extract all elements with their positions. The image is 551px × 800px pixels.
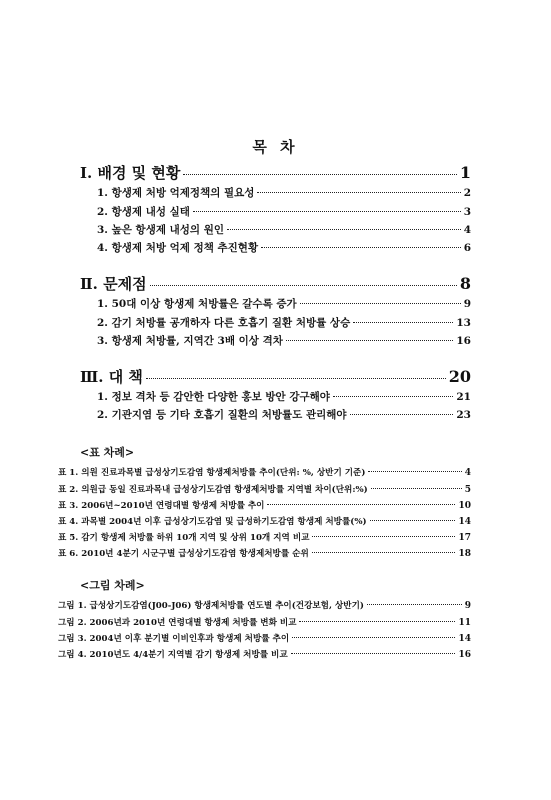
table-title: 표 1. 의원 진료과목별 급성상기도감염 항생제처방률 추이(단위: %, 상반기 기준) xyxy=(58,468,366,478)
figure-title: 그림 1. 급성상기도감염(J00-J06) 항생제처방률 연도별 추이(건강보험, 상반기) xyxy=(58,601,364,611)
section-page: 3 xyxy=(463,206,471,218)
figure-page: 16 xyxy=(458,650,471,660)
section-title: 3. 항생제 처방률, 지역간 3배 이상 격차 xyxy=(97,335,283,347)
section-page: 4 xyxy=(463,224,471,236)
dot-leader xyxy=(299,621,455,622)
section-page: 23 xyxy=(456,409,471,421)
table-title: 표 6. 2010년 4분기 시군구별 급성상기도감염 항생제처방률 순위 xyxy=(58,549,309,559)
table-entry[interactable] xyxy=(58,531,471,543)
dot-leader xyxy=(286,340,454,341)
toc-section[interactable] xyxy=(97,407,471,422)
section-page: 6 xyxy=(463,242,471,254)
dot-leader xyxy=(333,396,453,397)
table-entry[interactable] xyxy=(58,547,471,559)
toc-chapter-1[interactable] xyxy=(80,162,471,183)
section-title: 2. 감기 처방률 공개하자 다른 호흡기 질환 처방률 상승 xyxy=(97,317,351,329)
section-title: 2. 항생제 내성 실태 xyxy=(97,206,190,218)
table-page: 4 xyxy=(464,468,471,478)
dot-leader xyxy=(150,285,457,286)
table-entry[interactable] xyxy=(58,499,471,511)
toc-section[interactable] xyxy=(97,296,471,311)
section-title: 1. 정보 격차 등 감안한 다양한 홍보 방안 강구해야 xyxy=(97,391,330,403)
section-page: 9 xyxy=(463,298,471,310)
dot-leader xyxy=(261,247,461,248)
toc-section[interactable] xyxy=(97,315,471,330)
tables-heading: <표 차례> xyxy=(80,446,135,459)
figure-title: 그림 4. 2010년도 4/4분기 지역별 감기 항생제 처방률 비교 xyxy=(58,650,288,660)
section-title: 2. 기관지염 등 기타 호흡기 질환의 처방률도 관리해야 xyxy=(97,409,347,421)
chapter-page: 20 xyxy=(448,367,471,386)
toc-section[interactable] xyxy=(97,222,471,237)
chapter-page: 8 xyxy=(459,274,471,293)
toc-section[interactable] xyxy=(97,185,471,200)
dot-leader xyxy=(370,520,456,521)
dot-leader xyxy=(353,322,453,323)
dot-leader xyxy=(368,471,461,472)
section-page: 2 xyxy=(463,187,471,199)
section-page: 13 xyxy=(456,317,471,329)
table-page: 5 xyxy=(464,485,471,495)
table-page: 17 xyxy=(458,533,471,543)
dot-leader xyxy=(300,303,461,304)
toc-title: 목 차 xyxy=(252,138,299,156)
table-page: 18 xyxy=(458,549,471,559)
section-title: 1. 항생제 처방 억제정책의 필요성 xyxy=(97,187,255,199)
figures-heading: <그림 차례> xyxy=(80,579,145,592)
toc-chapter-3[interactable] xyxy=(80,366,471,387)
figure-entry[interactable] xyxy=(58,648,471,660)
figure-title: 그림 3. 2004년 이후 분기별 이비인후과 항생제 처방률 추이 xyxy=(58,634,290,644)
table-page: 14 xyxy=(458,517,471,527)
toc-section[interactable] xyxy=(97,389,471,404)
dot-leader xyxy=(371,488,462,489)
figure-entry[interactable] xyxy=(58,599,471,611)
dot-leader xyxy=(291,653,456,654)
toc-section[interactable] xyxy=(97,204,471,219)
dot-leader xyxy=(350,414,454,415)
dot-leader xyxy=(227,229,461,230)
figure-entry[interactable] xyxy=(58,632,471,644)
toc-section[interactable] xyxy=(97,333,471,348)
chapter-page: 1 xyxy=(459,163,471,182)
section-title: 3. 높은 항생제 내성의 원인 xyxy=(97,224,225,236)
dot-leader xyxy=(312,552,456,553)
table-title: 표 3. 2006년~2010년 연령대별 항생제 처방률 추이 xyxy=(58,501,265,511)
chapter-title: Ⅲ. 대 책 xyxy=(80,368,143,386)
dot-leader xyxy=(267,504,455,505)
toc-chapter-2[interactable] xyxy=(80,273,471,294)
dot-leader xyxy=(292,637,455,638)
chapter-title: Ⅱ. 문제점 xyxy=(80,275,147,293)
toc-section[interactable] xyxy=(97,240,471,255)
dot-leader xyxy=(183,174,457,175)
dot-leader xyxy=(312,536,455,537)
section-page: 16 xyxy=(456,335,471,347)
table-entry[interactable] xyxy=(58,466,471,478)
table-page: 10 xyxy=(458,501,471,511)
figure-entry[interactable] xyxy=(58,616,471,628)
dot-leader xyxy=(193,211,461,212)
section-title: 1. 50대 이상 항생제 처방률은 갈수록 증가 xyxy=(97,298,297,310)
figure-title: 그림 2. 2006년과 2010년 연령대별 항생제 처방률 변화 비교 xyxy=(58,618,297,628)
table-entry[interactable] xyxy=(58,515,471,527)
figure-page: 11 xyxy=(458,618,471,628)
table-entry[interactable] xyxy=(58,483,471,495)
table-title: 표 2. 의원급 동일 진료과목내 급성상기도감염 항생제처방률 지역별 차이(단위:%) xyxy=(58,485,368,495)
dot-leader xyxy=(146,378,446,379)
chapter-title: Ⅰ. 배경 및 현황 xyxy=(80,164,181,182)
figure-page: 14 xyxy=(458,634,471,644)
figure-page: 9 xyxy=(464,601,471,611)
section-title: 4. 항생제 처방 억제 정책 추진현황 xyxy=(97,242,259,254)
dot-leader xyxy=(257,192,460,193)
dot-leader xyxy=(367,604,462,605)
table-title: 표 4. 과목별 2004년 이후 급성상기도감염 및 급성하기도감염 항생제 처방률(%) xyxy=(58,517,367,527)
table-title: 표 5. 감기 항생제 처방률 하위 10개 지역 및 상위 10개 지역 비교 xyxy=(58,533,310,543)
section-page: 21 xyxy=(456,391,471,403)
